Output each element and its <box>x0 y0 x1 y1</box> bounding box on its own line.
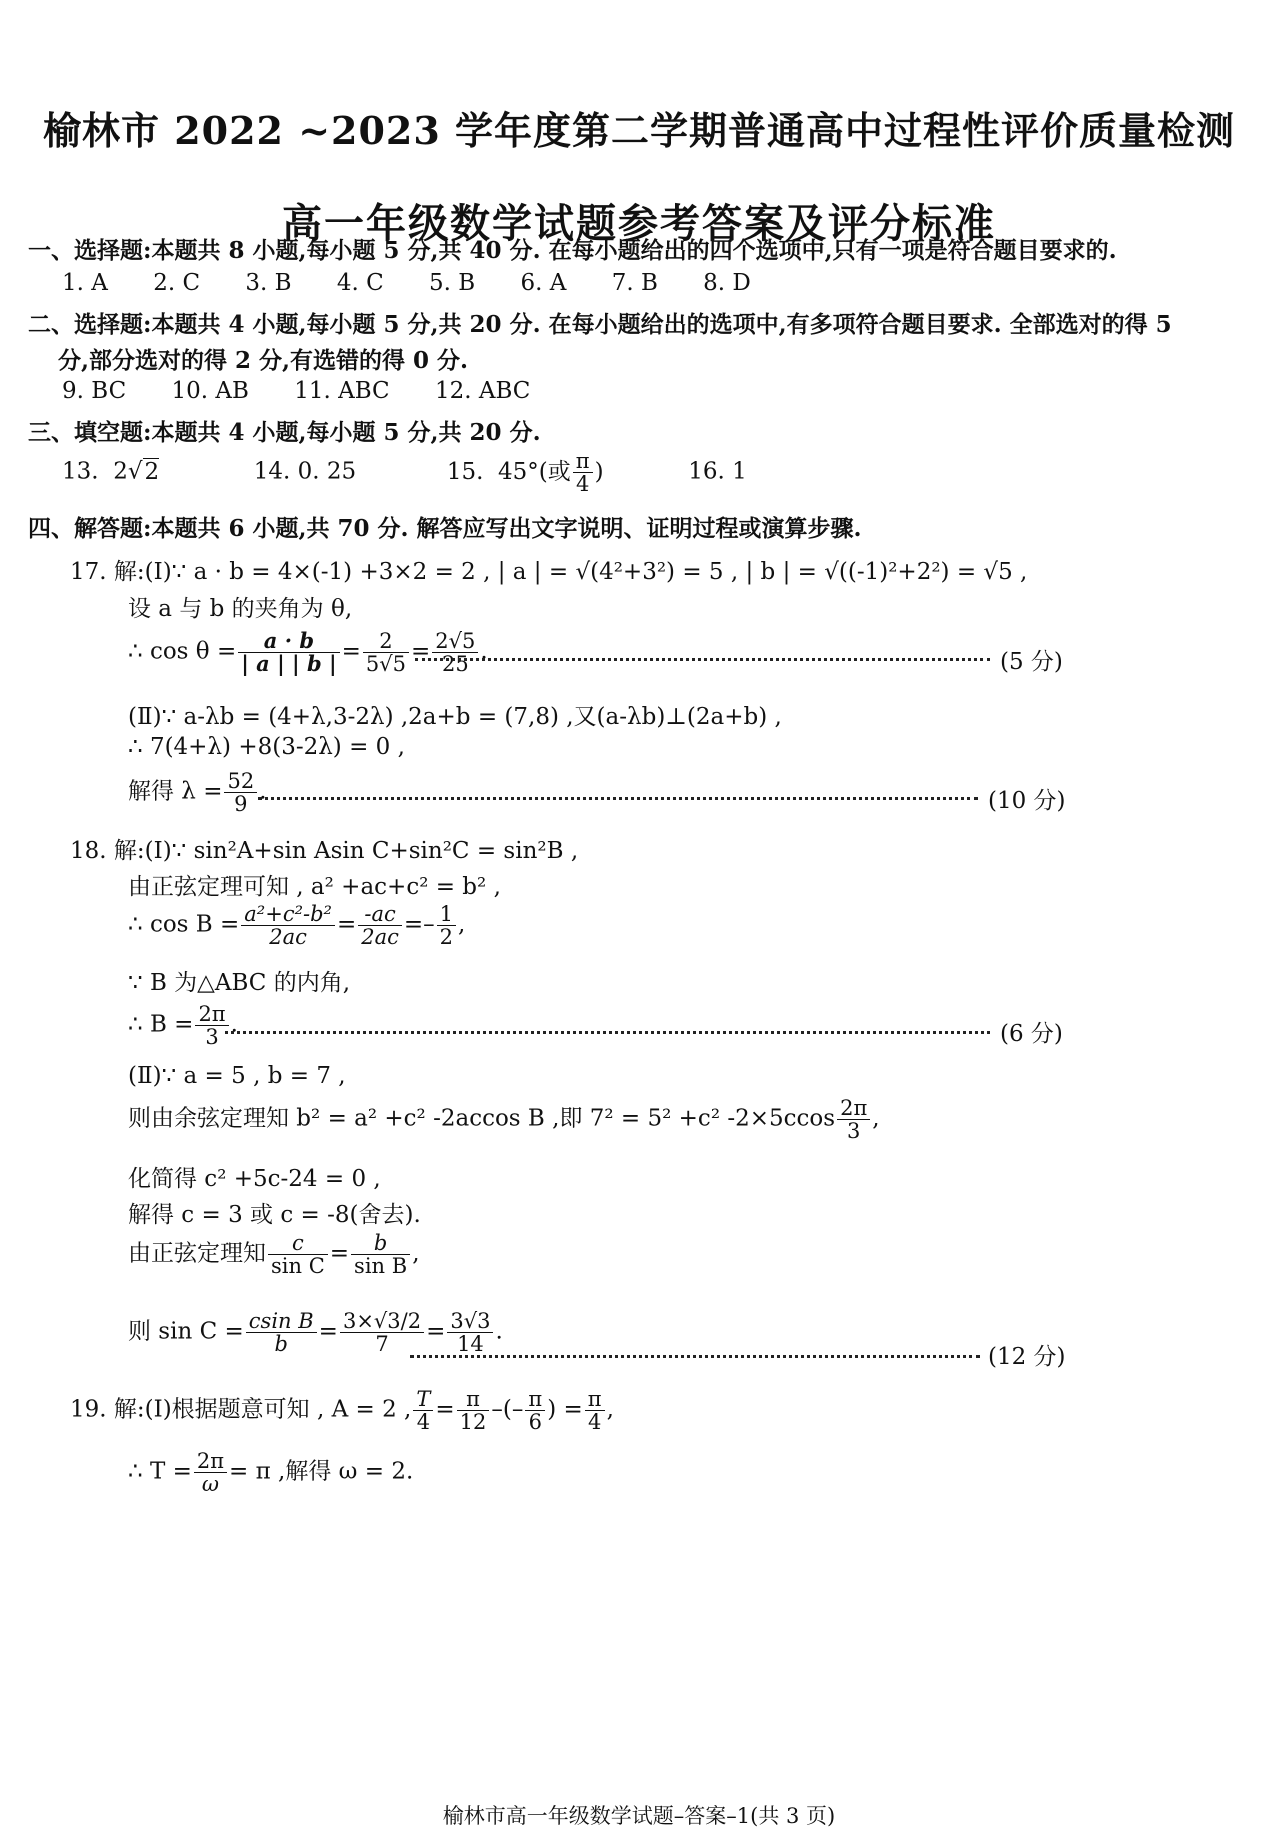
answer-16: 16. 1 <box>688 458 747 485</box>
answer-item: 2. C <box>153 270 201 296</box>
answer-item: 9. BC <box>62 378 127 404</box>
p18-line-5: ∴ B = $\frac{2\pi}{3}$ . <box>128 1002 238 1050</box>
p18-line-8: 化简得 c² +5c-24 = 0 , <box>128 1166 381 1192</box>
section-2-answers <box>62 378 568 404</box>
dotted-leader <box>415 658 990 661</box>
section-2-heading-cont: 分,部分选对的得 2 分,有选错的得 0 分. <box>58 347 469 374</box>
answer-item: 10. AB <box>171 378 249 404</box>
dotted-leader <box>258 797 978 800</box>
section-1-answers <box>62 270 789 296</box>
document-title: 榆林市 2022 ~2023 学年度第二学期普通高中过程性评价质量检测 <box>42 108 1236 153</box>
answer-14: 14. 0. 25 <box>253 458 357 485</box>
score-label: (12 分) <box>988 1344 1066 1370</box>
score-label: (6 分) <box>1000 1021 1063 1047</box>
section-4-heading: 四、解答题:本题共 6 小题,共 70 分. 解答应写出文字说明、证明过程或演算步骤. <box>28 515 862 542</box>
answer-item: 7. B <box>611 270 658 296</box>
p18-line-1: 18. 解:(Ⅰ)∵ sin²A+sin Asin C+sin²C = sin²B , <box>70 838 579 864</box>
dotted-leader <box>225 1031 990 1034</box>
page-footer: 榆林市高一年级数学试题–答案–1(共 3 页) <box>442 1804 836 1828</box>
section-2-heading: 二、选择题:本题共 4 小题,每小题 5 分,共 20 分. 在每小题给出的选项中,有多项符合题目要求. 全部选对的得 5 <box>28 311 1172 338</box>
p19-line-2: ∴ T = $\frac{2\pi}{\omega}$ = π ,解得 ω = 2. <box>128 1449 414 1497</box>
p17-line-6: 解得 λ = $\frac{52}{9}$ . <box>128 769 267 817</box>
p18-line-2: 由正弦定理可知 , a² +ac+c² = b² , <box>128 874 501 900</box>
answer-item: 4. C <box>336 270 384 296</box>
p17-line-4: (Ⅱ)∵ a-λb = (4+λ,3-2λ) ,2a+b = (7,8) ,又(a-λb)⊥(2a+b) , <box>128 704 782 730</box>
answer-item: 8. D <box>703 270 751 296</box>
p17-line-3: ∴ cos θ = $\frac{a \cdot b}{| a | | b |}$ = $\frac{2}{5√5}$ = $\frac{2√5}{25}$ . <box>128 628 488 677</box>
score-label: (5 分) <box>1000 649 1063 675</box>
p18-line-6: (Ⅱ)∵ a = 5 , b = 7 , <box>128 1063 346 1089</box>
answer-15: 15. 45°(或 $\frac{\pi}{4}$ ) <box>446 449 604 497</box>
document-subtitle: 高一年级数学试题参考答案及评分标准 <box>282 200 996 247</box>
answer-13: 13. 2√2 <box>62 458 160 485</box>
section-3-heading: 三、填空题:本题共 4 小题,每小题 5 分,共 20 分. <box>28 419 541 446</box>
p17-line-2: 设 a 与 b 的夹角为 θ, <box>128 596 353 622</box>
p17-line-5: ∴ 7(4+λ) +8(3-2λ) = 0 , <box>128 734 405 760</box>
answer-item: 11. ABC <box>294 378 390 404</box>
answer-item: 1. A <box>62 270 108 296</box>
score-label: (10 分) <box>988 788 1066 814</box>
p18-line-4: ∵ B 为△ABC 的内角, <box>128 970 351 996</box>
answer-item: 6. A <box>520 270 567 296</box>
dotted-leader <box>410 1355 980 1358</box>
section-1-heading: 一、选择题:本题共 8 小题,每小题 5 分,共 40 分. 在每小题给出的四个选项中,只有一项是符合题目要求的. <box>28 237 1117 264</box>
p18-line-3: ∴ cos B = $\frac{\text{a²+c²-b²}}{2ac}$ = $\frac{-ac}{2ac}$ =– $\frac{1}{2}$ , <box>128 902 466 950</box>
section-3-answers <box>62 450 747 495</box>
answer-item: 12. ABC <box>434 378 531 404</box>
p18-line-11: 则 sin C = $\frac{\text{csin B}}{b}$ = $\frac{3\times√3/2}{7}$ = $\frac{3√3}{14}$ . <box>128 1309 503 1357</box>
answer-item: 5. B <box>429 270 476 296</box>
p19-line-1: 19. 解:(Ⅰ)根据题意可知 , A = 2 , $\frac{T}{4}$ = $\frac{\pi}{12}$ –(– $\frac{\pi}{6}$ ) = $\frac{\pi}{4}$ , <box>70 1387 614 1435</box>
p17-line-1: 17. 解:(Ⅰ)∵ a · b = 4×(-1) +3×2 = 2 , | a | = √(4²+3²) = 5 , | b | = √((-1)²+2²) = √5 , <box>70 559 1028 585</box>
p18-line-10: 由正弦定理知 $\frac{c}{\text{sin C}}$ = $\frac{b}{\text{sin B}}$ , <box>128 1231 420 1279</box>
answer-item: 3. B <box>245 270 292 296</box>
p18-line-7: 则由余弦定理知 b² = a² +c² -2accos B ,即 7² = 5² +c² -2×5ccos $\frac{2\pi}{3}$ , <box>128 1096 880 1144</box>
p18-line-9: 解得 c = 3 或 c = -8(舍去). <box>128 1202 421 1228</box>
